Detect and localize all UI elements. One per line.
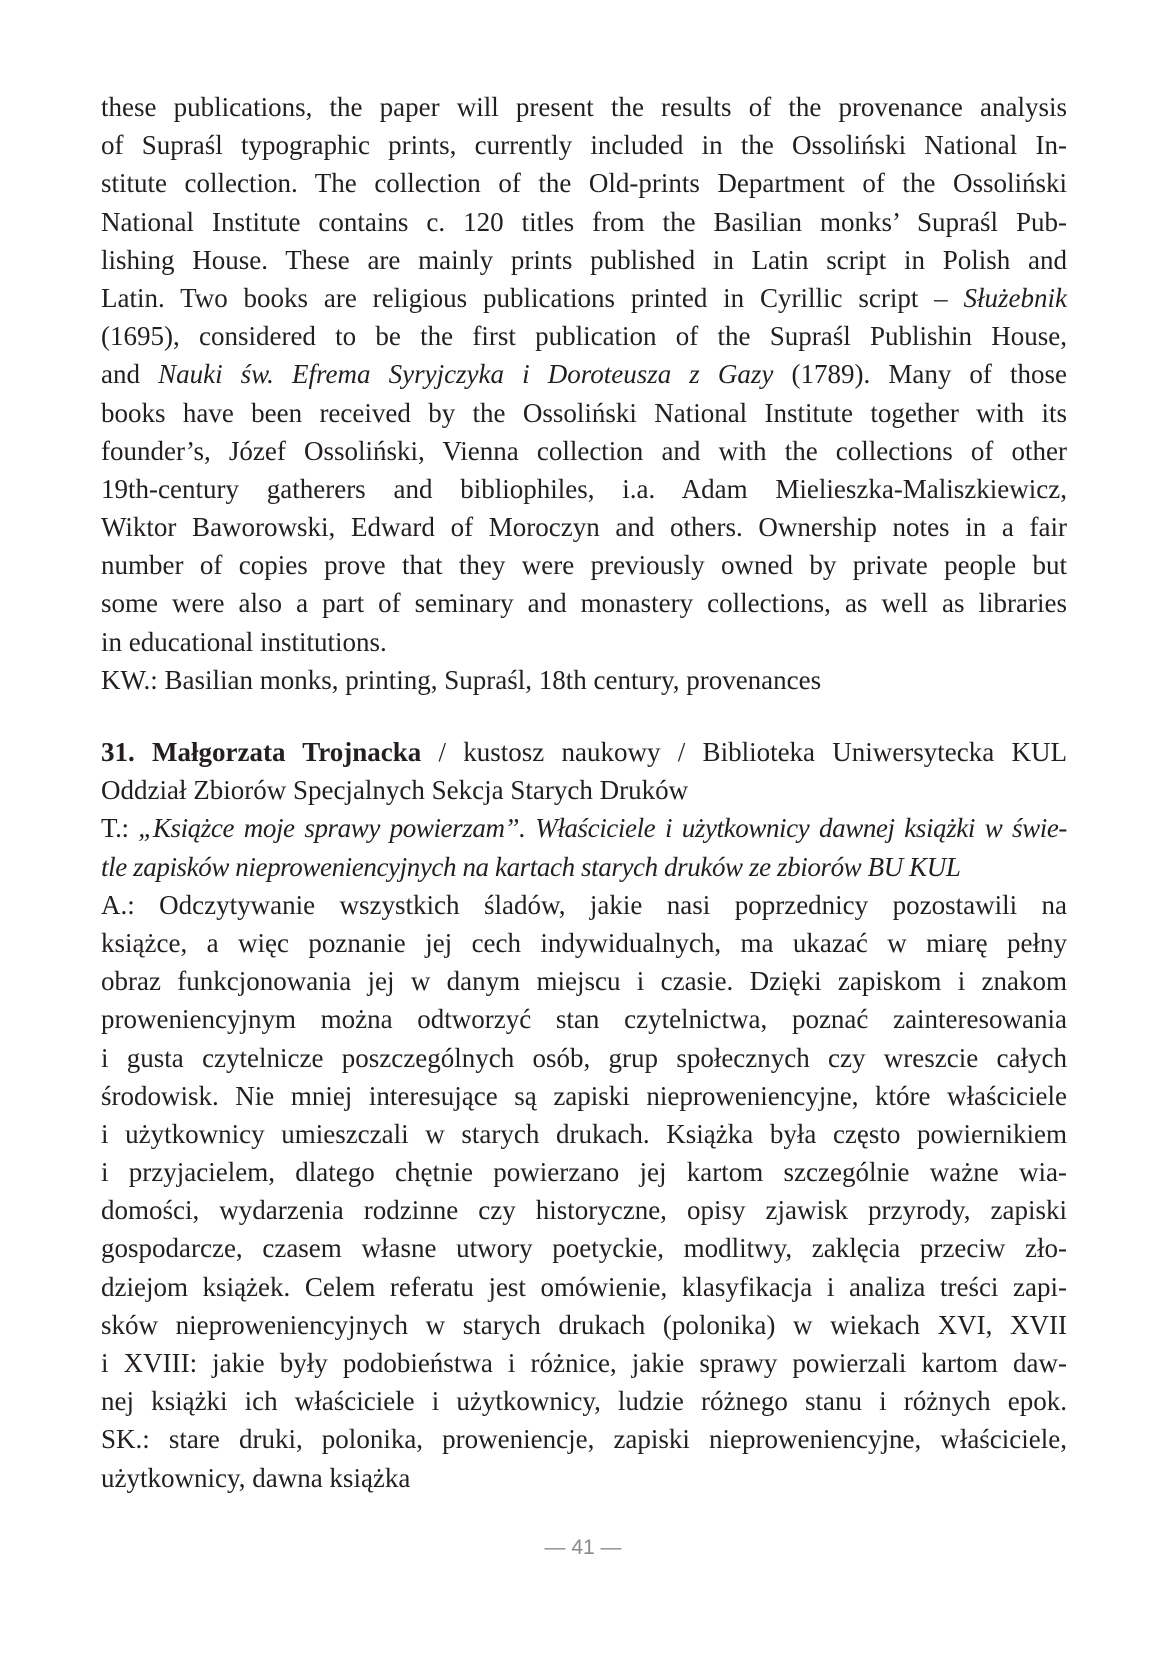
abstract-line [101,355,1067,393]
keywords-line: KW.: Basilian monks, printing, Supraśl, 18th century, provenances [101,664,822,695]
paper-title-line [101,809,1067,847]
abstract-line: sków nieproweniencyjnych w starych drukach (polonika) w wiekach XVI, XVII [101,1309,1067,1340]
abstract-line: domości, wydarzenia rodzinne czy historyczne, opisy zjawisk przyrody, zapiski [101,1195,1067,1226]
abstract-line: of Supraśl typographic prints, currently included in the Ossoliński National In- [101,130,1067,161]
abstract-line: founder’s, Józef Ossoliński, Vienna collection and with the collections of other [101,435,1067,466]
paper-title-line: tle zapisków nieproweniencyjnych na kartach starych druków ze zbiorów BU KUL [101,851,961,882]
keywords-line: SK.: stare druki, polonika, proweniencje, zapiski nieproweniencyjne, właściciele, [101,1424,1067,1455]
abstract-line: proweniencyjnym można odtworzyć stan czytelnictwa, poznać zainteresowania [101,1004,1067,1035]
abstract-line: number of copies prove that they were previously owned by private people but [101,550,1067,581]
abstract-line: lishing House. These are mainly prints published in Latin script in Polish and [101,244,1067,275]
abstract-line: książce, a więc poznanie jej cech indywidualnych, ma ukazać w miarę pełny [101,927,1067,958]
author-line [101,733,1067,771]
abstract-line: stitute collection. The collection of the Old-prints Department of the Ossoliński [101,168,1067,199]
abstract-line: nej książki ich właściciele i użytkownicy, ludzie różnego stanu i różnych epok. [101,1386,1067,1417]
abstract-line: 19th-century gatherers and bibliophiles, i.a. Adam Mielieszka-Maliszkiewicz, [101,473,1067,504]
abstract-line: środowisk. Nie mniej interesujące są zapiski nieproweniencyjne, które właściciele [101,1080,1067,1111]
paper-title: „Książce moje sprawy powierzam”. Właściciele i użytkownicy dawnej książki w świe- [138,813,1067,844]
abstract-line: i XVIII: jakie były podobieństwa i różnice, jakie sprawy powierzali kartom daw- [101,1348,1067,1378]
abstract-line [101,279,1067,317]
abstract-text: Latin. Two books are religious publications printed in Cyrillic script – [101,282,964,313]
abstract-line: dziejom książek. Celem referatu jest omówienie, klasyfikacja i analiza treści zapi- [101,1271,1067,1302]
author-name: 31. Małgorzata Trojnacka [101,737,422,767]
abstract-line: books have been received by the Ossoliński National Institute together with its [101,397,1067,428]
author-affiliation: / kustosz naukowy / Biblioteka Uniwersytecka KUL [421,737,1067,767]
book-title-italic: Nauki św. Efrema Syryjczyka i Doroteusza z Gazy [158,359,774,390]
abstract-line: Wiktor Baworowski, Edward of Moroczyn and others. Ownership notes in a fair [101,512,1067,543]
abstract-line: in educational institutions. [101,626,387,657]
page-body [101,88,1067,1497]
abstract-line: A.: Odczytywanie wszystkich śladów, jakie nasi poprzednicy pozostawili na [101,889,1067,920]
abstract-line: i użytkownicy umieszczali w starych drukach. Książka była często powiernikiem [101,1118,1067,1149]
abstract-line: gospodarcze, czasem własne utwory poetyckie, modlitwy, zaklęcia przeciw zło- [101,1233,1067,1264]
section-gap [101,699,1067,733]
abstract-line: i gusta czytelnicze poszczególnych osób, grup społecznych czy wreszcie całych [101,1042,1067,1073]
page-number: — 41 — [544,1536,622,1559]
abstract-line: i przyjacielem, dlatego chętnie powierzano jej kartom szczególnie ważne wia- [101,1157,1067,1188]
affiliation-line: Oddział Zbiorów Specjalnych Sekcja Starych Druków [101,775,689,806]
keywords-line: użytkownicy, dawna książka [101,1462,411,1493]
book-title-italic: Służebnik [963,282,1067,313]
section-31 [101,733,1067,1497]
abstract-text: (1789). Many of those [773,359,1067,390]
section-30-abstract [101,88,1067,699]
abstract-text: and [101,359,159,390]
abstract-line: these publications, the paper will present the results of the provenance analysis [101,92,1067,122]
abstract-line: some were also a part of seminary and monastery collections, as well as libraries [101,588,1067,619]
title-prefix: T.: [101,813,139,844]
abstract-line: National Institute contains c. 120 titles from the Basilian monks’ Supraśl Pub- [101,206,1067,237]
abstract-line: (1695), considered to be the first publication of the Supraśl Publishin House, [101,321,1067,352]
abstract-line: obraz funkcjonowania jej w danym miejscu i czasie. Dzięki zapiskom i znakom [101,966,1067,997]
